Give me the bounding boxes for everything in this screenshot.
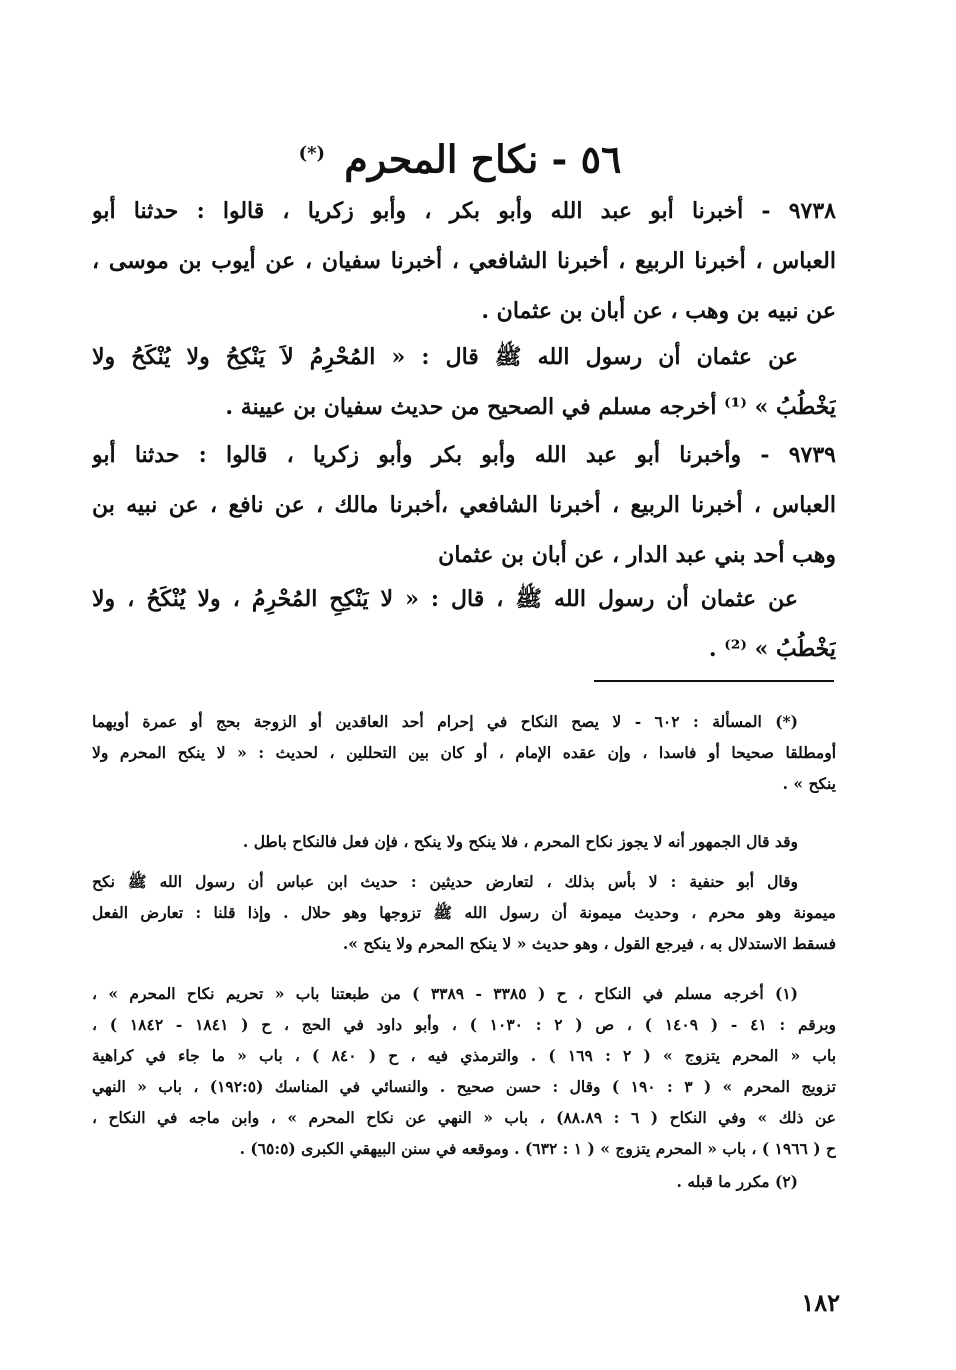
hadith-9738-matn — [92, 332, 836, 432]
chapter-title-text: ٥٦ - نكاح المحرم — [344, 136, 622, 182]
note-hanafi — [92, 866, 836, 959]
text-line: يَخْطُبُ » ⁽²⁾ . — [708, 636, 836, 662]
text-line: ٩٧٣٨ - أخبرنا أبو عبد الله وأبو بكر ، وأبو زكريا ، قالوا : حدثنا أبو — [92, 198, 836, 224]
note-line: وقد قال الجمهور أنه لا يجوز نكاح المحرم ، فلا ينكح ولا ينكح ، فإن فعل فالنكاح باطل . — [242, 832, 798, 851]
hadith-9739-matn — [92, 574, 836, 674]
text-line: عن نبيه بن وهب ، عن أبان بن عثمان . — [481, 298, 836, 324]
note-line: أومطلقا صحيحا أو فاسدا ، وإن عقده الإمام ، أو كان بين التحللين ، لحديث : « لا ينكح المحرم ولا — [92, 743, 836, 762]
text-line: يَخْطُبُ » ⁽¹⁾ أخرجه مسلم في الصحيح من حديث سفيان بن عيينة . — [225, 394, 836, 420]
footnote-line: (٢) مكرر ما قبله . — [676, 1172, 798, 1191]
note-line: (*) المسألة : ٦٠٢ - لا يصح النكاح في إحرام أحد العاقدين أو الزوجة بحج أو عمرة أويهما — [92, 712, 798, 731]
note-line: ميمونة وهو محرم ، وحديث ميمونة أن رسول الله ﷺ تزوجها وهو حلال . وإذا قلنا : تعارض الفعل — [92, 903, 836, 922]
footnote-separator — [594, 680, 834, 682]
hadith-9739-isnad — [92, 430, 836, 580]
note-line: وقال أبو حنفية : لا بأس بذلك ، لتعارض حديثين : حديث ابن عباس أن رسول الله ﷺ نكح — [92, 872, 798, 891]
chapter-title-note-mark: (*) — [298, 143, 326, 164]
text-line: عن عثمان أن رسول الله ﷺ ، قال : « لا يَنْكِحِ المُحْرِمُ ، ولا يُنْكَحُ ، ولا — [92, 586, 798, 612]
footnote-2 — [92, 1166, 836, 1197]
hadith-9738-isnad — [92, 186, 836, 336]
text-line: ٩٧٣٩ - وأخبرنا أبو عبد الله وأبو بكر وأبو زكريا ، قالوا : حدثنا أبو — [92, 442, 836, 468]
page-number: ١٨٢ — [801, 1288, 840, 1317]
footnote-line: باب « المحرم يتزوج » ( ٢ : ١٦٩ ) . والترمذي فيه ، ح ( ٨٤٠ ) ، باب « ما جاء في كراهية — [92, 1046, 836, 1065]
footnote-line: وبرقم : ٤١ - ( ١٤٠٩ ) ، ص ( ٢ : ١٠٣٠ ) ، وأبو داود في الحج ، ح ( ١٨٤١ - ١٨٤٢ ) ، — [92, 1015, 836, 1034]
footnote-1 — [92, 978, 836, 1164]
chapter-title — [250, 128, 670, 186]
text-line: عن عثمان أن رسول الله ﷺ قال : « المُحْرِمُ لاَ يَنْكِحُ ولا يُنْكَحُ ولا — [92, 344, 798, 370]
footnote-line: تزويج المحرم » ( ٣ : ١٩٠ ) وقال : حسن صحيح . والنسائي في المناسك (١٩٢:٥) ، باب « النهي — [92, 1077, 836, 1096]
note-masala — [92, 706, 836, 799]
text-line: العباس ، أخبرنا الربيع ، أخبرنا الشافعي ، أخبرنا سفيان ، عن أيوب بن موسى ، — [92, 248, 836, 274]
note-jumhur — [92, 826, 836, 857]
note-line: فسقط الاستدلال به ، فيرجع القول ، وهو حديث « لا ينكح المحرم ولا ينكح ». — [342, 934, 836, 953]
footnote-line: (١) أخرجه مسلم في النكاح ، ح ( ٣٣٨٥ - ٣٣٨٩ ) من طبعتنا باب « تحريم نكاح المحرم » ، — [92, 984, 799, 1003]
note-line: ينكح » . — [782, 774, 836, 793]
text-line: العباس ، أخبرنا الربيع ، أخبرنا الشافعي ،أخبرنا مالك ، عن نافع ، عن نبيه بن — [92, 492, 836, 518]
text-line: وهب أحد بني عبد الدار ، عن أبان بن عثمان — [438, 542, 836, 568]
footnote-line: عن ذلك » وفي النكاح ( ٦ : ٨٨.٨٩) ، باب « النهي عن نكاح المحرم » ، وابن ماجه في النكاح ، — [92, 1108, 836, 1127]
footnote-line: ح ( ١٩٦٦ ) ، باب « المحرم يتزوج » ( ١ : ٦٣٢) . وموقعه في سنن البيهقي الكبرى (٦٥:٥) . — [239, 1139, 836, 1158]
